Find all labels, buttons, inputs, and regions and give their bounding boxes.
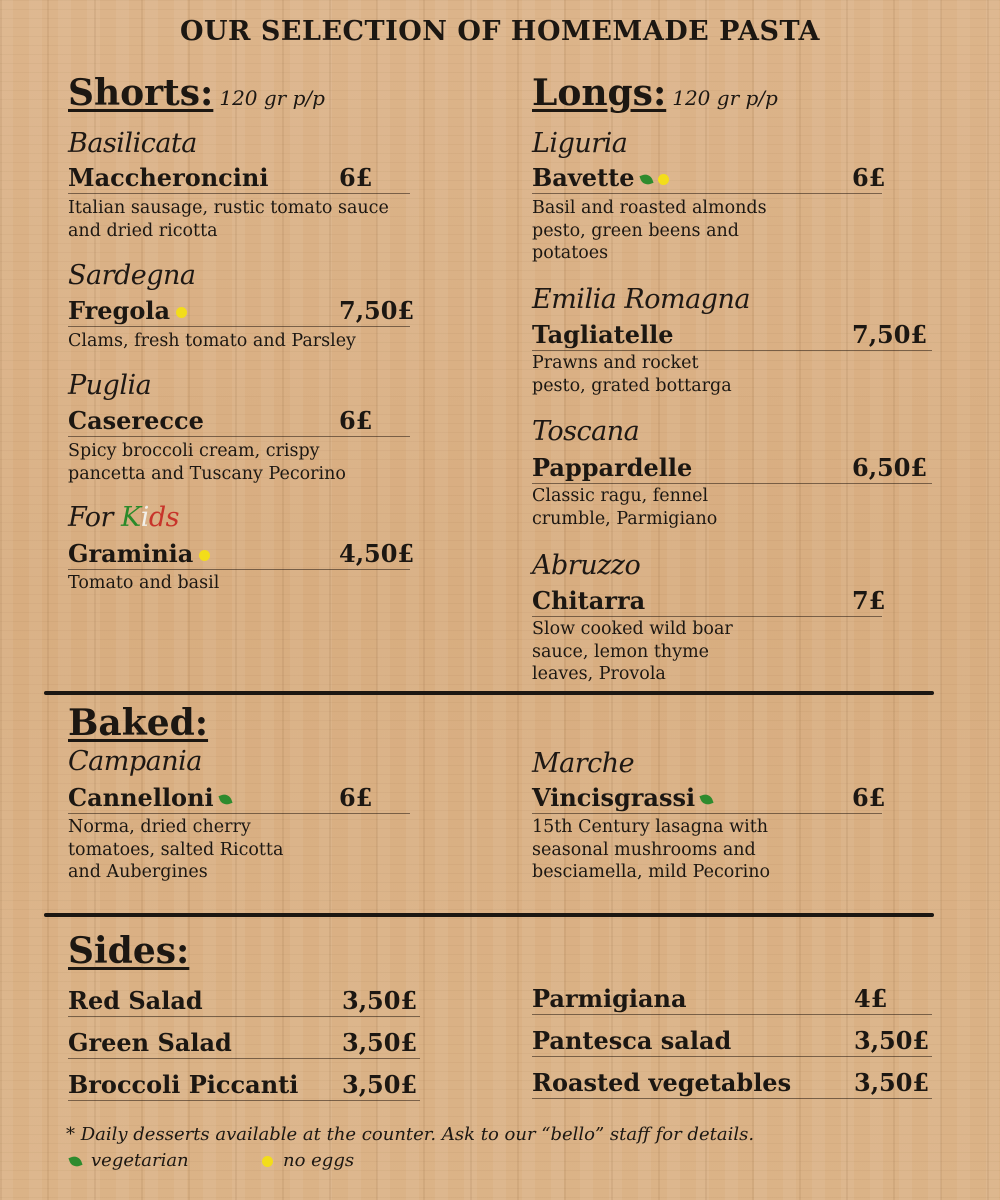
legend-no-eggs — [262, 1150, 354, 1171]
leaf-icon — [68, 1154, 82, 1168]
dish-price: 7,50£ — [339, 296, 415, 325]
side-red-salad — [68, 986, 420, 1017]
desc-line: crumble, Parmigiano — [532, 508, 718, 529]
dish-description — [532, 816, 770, 884]
dish-vincisgrassi — [532, 783, 886, 814]
dish-name: Bavette — [532, 163, 635, 192]
no-eggs-icon — [658, 174, 669, 185]
side-price: 4£ — [854, 984, 888, 1013]
side-price: 3,50£ — [854, 1026, 930, 1055]
region-puglia: Puglia — [68, 370, 152, 401]
side-name: Parmigiana — [532, 984, 687, 1013]
dish-name: Vincisgrassi — [532, 783, 696, 812]
desc-line: pancetta and Tuscany Pecorino — [68, 463, 346, 484]
side-name: Red Salad — [68, 986, 203, 1015]
dish-tagliatelle — [532, 320, 932, 351]
desc-line: Basil and roasted almonds — [532, 198, 767, 218]
side-name: Green Salad — [68, 1028, 232, 1057]
region-toscana: Toscana — [532, 416, 640, 447]
side-name: Broccoli Piccanti — [68, 1070, 299, 1099]
desc-line: pesto, green beens and — [532, 220, 739, 241]
region-for-kids — [68, 502, 179, 533]
dish-name: Caserecce — [68, 406, 204, 435]
desc-line: potatoes — [532, 243, 609, 263]
desc-line: Prawns and rocket — [532, 353, 699, 373]
dish-maccheroncini — [68, 163, 410, 194]
dish-bavette — [532, 163, 886, 194]
dish-description — [532, 352, 732, 397]
dish-name: Pappardelle — [532, 453, 693, 482]
dish-name: Fregola — [68, 296, 170, 325]
side-green-salad — [68, 1028, 420, 1059]
dish-description — [532, 618, 733, 686]
dish-price: 6£ — [852, 783, 886, 812]
desc-line: sauce, lemon thyme — [532, 641, 710, 662]
no-eggs-icon — [176, 307, 187, 318]
dish-price: 4,50£ — [339, 539, 415, 568]
shorts-heading — [68, 72, 325, 114]
dish-price: 7,50£ — [852, 320, 928, 349]
side-broccoli-piccanti — [68, 1070, 420, 1101]
dish-price: 6£ — [339, 783, 373, 812]
desc-line: Slow cooked wild boar — [532, 619, 733, 639]
desc-line: Italian sausage, rustic tomato sauce — [68, 198, 389, 218]
legend-no-eggs-label: no eggs — [283, 1150, 355, 1171]
footnote: * Daily desserts available at the counter. Ask to our “bello” staff for details. — [66, 1124, 755, 1145]
section-divider — [44, 913, 934, 917]
dish-pappardelle — [532, 453, 932, 484]
kids-label-part: For — [68, 502, 122, 533]
menu-title: OUR SELECTION OF HOMEMADE PASTA — [179, 16, 821, 47]
dish-name: Graminia — [68, 539, 194, 568]
dish-price: 6,50£ — [852, 453, 928, 482]
dish-cannelloni — [68, 783, 410, 814]
desc-line: and dried ricotta — [68, 220, 218, 241]
desc-line: 15th Century lasagna with — [532, 817, 769, 837]
section-divider — [44, 691, 934, 695]
longs-portion: 120 gr p/p — [672, 86, 778, 110]
side-price: 3,50£ — [342, 1028, 418, 1057]
region-sardegna: Sardegna — [68, 260, 196, 291]
region-liguria: Liguria — [532, 128, 628, 159]
desc-line: tomatoes, salted Ricotta — [68, 839, 284, 860]
kids-label-part: ds — [148, 502, 179, 533]
longs-heading — [532, 72, 778, 114]
region-abruzzo: Abruzzo — [532, 550, 641, 581]
desc-line: pesto, grated bottarga — [532, 375, 732, 396]
dish-name: Tagliatelle — [532, 320, 674, 349]
dish-price: 6£ — [339, 163, 373, 192]
dish-chitarra — [532, 586, 886, 617]
kids-label-part: K — [121, 502, 141, 533]
side-pantesca-salad — [532, 1026, 932, 1057]
dish-price: 6£ — [852, 163, 886, 192]
dish-graminia — [68, 539, 415, 570]
desc-line: Tomato and basil — [68, 573, 220, 593]
desc-line: and Aubergines — [68, 862, 208, 882]
region-emilia-romagna: Emilia Romagna — [532, 284, 750, 315]
side-price: 3,50£ — [342, 1070, 418, 1099]
dish-description — [68, 816, 283, 884]
shorts-portion: 120 gr p/p — [219, 86, 325, 110]
dish-description — [68, 572, 219, 595]
region-campania: Campania — [68, 746, 202, 777]
legend-vegetarian — [70, 1150, 189, 1171]
dish-description — [68, 197, 389, 242]
dish-name: Chitarra — [532, 586, 646, 615]
dish-price: 7£ — [852, 586, 886, 615]
desc-line: besciamella, mild Pecorino — [532, 862, 771, 882]
dish-description — [532, 197, 767, 265]
kids-label-part: i — [140, 502, 149, 533]
dish-name: Maccheroncini — [68, 163, 269, 192]
dish-fregola — [68, 296, 415, 327]
dish-price: 6£ — [339, 406, 373, 435]
leaf-icon — [639, 172, 653, 186]
side-name: Roasted vegetables — [532, 1068, 792, 1097]
desc-line: Norma, dried cherry — [68, 817, 251, 837]
dish-description — [68, 440, 346, 485]
desc-line: Spicy broccoli cream, crispy — [68, 441, 320, 461]
region-basilicata: Basilicata — [68, 128, 197, 159]
desc-line: Classic ragu, fennel — [532, 486, 709, 506]
dish-name: Cannelloni — [68, 783, 214, 812]
leaf-icon — [700, 792, 714, 806]
side-price: 3,50£ — [342, 986, 418, 1015]
region-marche: Marche — [532, 748, 635, 779]
legend-vegetarian-label: vegetarian — [91, 1150, 189, 1171]
dish-description — [532, 485, 717, 530]
dish-caserecce — [68, 406, 410, 437]
desc-line: seasonal mushrooms and — [532, 839, 756, 860]
desc-line: Clams, fresh tomato and Parsley — [68, 331, 356, 351]
dish-description — [68, 330, 356, 353]
baked-heading: Baked: — [68, 702, 209, 744]
shorts-heading-label: Shorts: — [68, 72, 214, 114]
no-eggs-icon — [262, 1156, 273, 1167]
side-price: 3,50£ — [854, 1068, 930, 1097]
longs-heading-label: Longs: — [532, 72, 667, 114]
leaf-icon — [218, 792, 232, 806]
side-name: Pantesca salad — [532, 1026, 732, 1055]
desc-line: leaves, Provola — [532, 664, 666, 684]
no-eggs-icon — [199, 550, 210, 561]
sides-heading: Sides: — [68, 930, 190, 972]
side-parmigiana — [532, 984, 932, 1015]
side-roasted-vegetables — [532, 1068, 932, 1099]
